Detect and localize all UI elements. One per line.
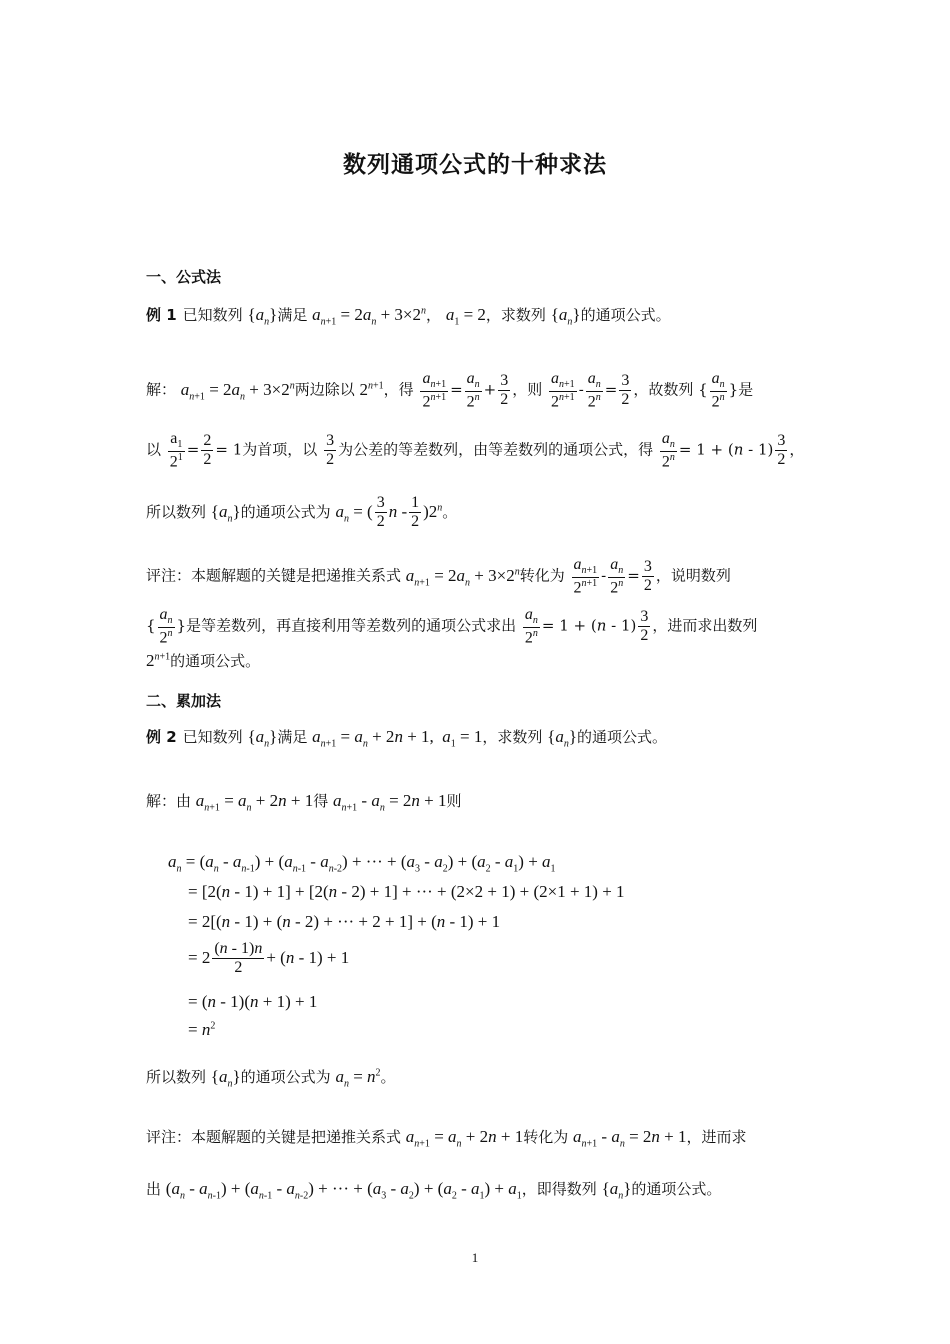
derivation-step-6: = $n^2$: [188, 1020, 216, 1039]
math-recurrence: $a_{n+1} = 2a_n + 3\times 2^n$: [312, 305, 427, 328]
solution-1-line-2: 以 $\frac{a_1}{2^1}$ = $\frac{2}{2}$ = 1为首项，以 $\frac{3}{2}$ 为公差的等差数列，由等差数列的通项公式，得 $\frac{a_n}{2^n}$ = 1 + (n - 1) $\frac{3}{2}$ ，: [146, 430, 805, 471]
note-1-line-2: { $\frac{a_n}{2^n}$ }是等差数列，再直接利用等差数列的通项公式求出 $\frac{a_n}{2^n}$ = 1 + (n - 1) $\frac{3}{2}$ ，进而求出数列: [146, 606, 758, 647]
derivation-step-3: = 2[(n - 1) + (n - 2) + ··· + 2 + 1] + (n - 1) + 1: [188, 912, 501, 931]
note-1-line-1: 评注：本题解题的关键是把递推关系式 $a_{n+1} = 2a_n + 3\times 2^n$转化为 $\frac{a_{n+1}}{2^{n+1}}$ - $\frac{a_n}{2^n}$ = $\frac{3}{2}$ ，说明数列: [146, 556, 731, 597]
derivation-step-5: = (n - 1)(n + 1) + 1: [188, 992, 318, 1011]
example-2: 例 2 已知数列 $\{a_n\}$满足 $a_{n+1} = a_n + 2n + 1$, $a_1 = 1$，求数列 $\{a_n\}$的通项公式。: [146, 727, 668, 750]
note-2-line-2: 出 $(a_n - a_{n-1}) + (a_{n-1} - a_{n-2})$ + ··· + $(a_3 - a_2) + (a_2 - a_1) + a_1$，即得数列 $\{a_n\}$的通项公式。: [146, 1179, 722, 1202]
example-1: 例 1 已知数列 $\{a_n\}$满足 $a_{n+1} = 2a_n + 3\times 2^n$， $a_1 = 2$，求数列 $\{a_n\}$的通项公式。: [146, 305, 671, 328]
solution-2-line-1: 解：由 $a_{n+1} = a_n + 2n + 1$得 $a_{n+1} - a_n = 2n + 1$则: [146, 791, 462, 814]
math-initial: $a_1 = 2$: [445, 305, 486, 328]
conclusion-2: 所以数列 $\{a_n\}$的通项公式为 $a_n = n^2$。: [146, 1067, 396, 1090]
section-heading-formula: 一、公式法: [146, 268, 222, 286]
section-heading-cumulative-sum: 二、累加法: [146, 692, 222, 710]
page-title: 数列通项公式的十种求法: [343, 152, 607, 178]
solution-1-line-1: 解： $a_{n+1} = 2a_n + 3\times 2^n$两边除以 $2^{n+1}$，得 $\frac{a_{n+1}}{2^{n+1}}$ = $\frac{a_n}{2^n}$ + $\frac{3}{2}$ ，则 $\frac{a_{n+1}}{2^{n+1}}$ - $\frac{a_n}{2^n}$ = $\frac{3}{2}$ ，故数列 { $\frac{a_n}{2^n}$ }是: [146, 370, 754, 411]
derivation-step-1: $a_n = (a_n - a_{n-1}) + (a_{n-1} - a_{n-2})$ + ··· + $(a_3 - a_2) + (a_2 - a_1) + a_1$: [168, 852, 556, 875]
derivation-step-4: = 2 $\frac{(n - 1)n}{2}$ + (n - 1) + 1: [188, 940, 350, 977]
page-number: 1: [471, 1250, 479, 1265]
note-1-line-3: $2^{n+1}$的通项公式。: [146, 651, 261, 670]
math-sequence: $\{a_n\}$: [247, 305, 278, 328]
example-label: 例 1: [146, 306, 177, 324]
derivation-step-2: = [2(n - 1) + 1] + [2(n - 2) + 1] + ··· + (2×2 + 1) + (2×1 + 1) + 1: [188, 882, 625, 901]
example-label: 例 2: [146, 728, 177, 746]
note-2-line-1: 评注：本题解题的关键是把递推关系式 $a_{n+1} = a_n + 2n + 1$转化为 $a_{n+1} - a_n = 2n + 1$，进而求: [146, 1127, 747, 1150]
solution-1-line-3: 所以数列 $\{a_n\}$的通项公式为 $a_n$ = ( $\frac{3}{2}$ n - $\frac{1}{2}$ )2$^n$。: [146, 494, 458, 531]
